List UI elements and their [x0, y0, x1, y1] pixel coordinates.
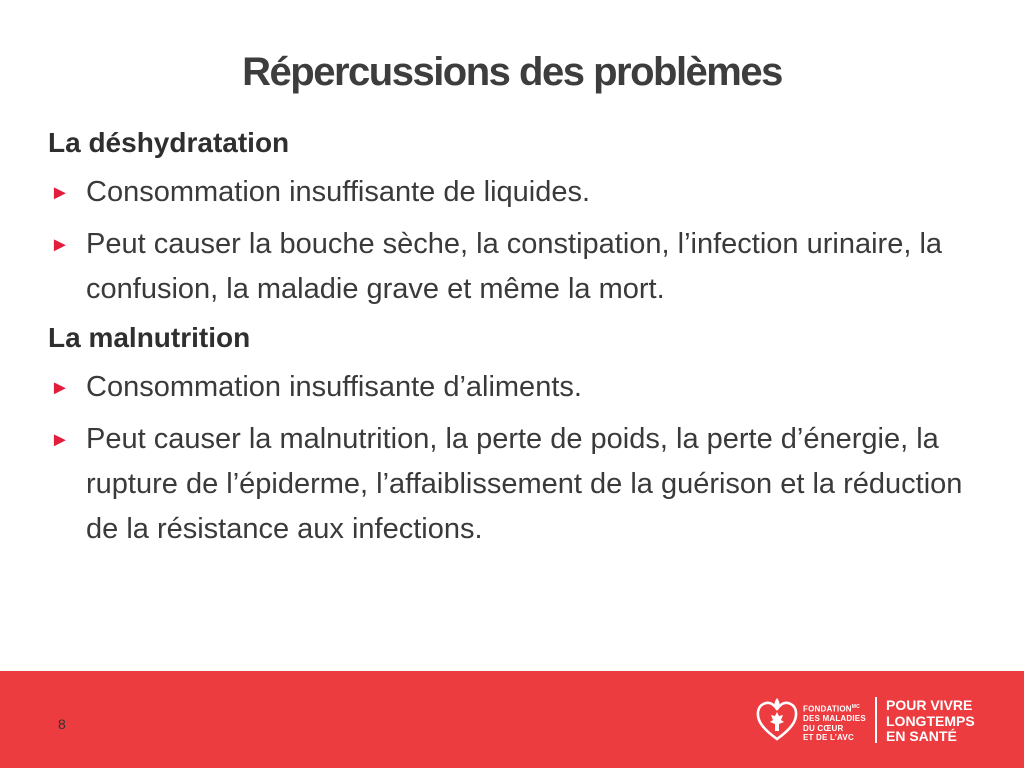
foundation-name	[803, 703, 866, 743]
slide-title: Répercussions des problèmes	[242, 50, 782, 94]
bullet-text: Consommation insuffisante de liquides.	[86, 176, 591, 208]
slide-content	[48, 124, 978, 559]
bullet-item	[48, 170, 978, 215]
section-heading-malnutrition: La malnutrition	[48, 322, 251, 353]
logo-divider	[875, 697, 877, 743]
tagline-line: LONGTEMPS	[886, 712, 975, 729]
bullet-text: Peut causer la bouche sèche, la constipation, l’infection urinaire, la confusion, la maladie grave et même la mort.	[86, 228, 943, 305]
bullet-item	[48, 222, 978, 312]
heart-and-stroke-logo	[755, 695, 1005, 747]
trademark-mark: MC	[851, 704, 860, 710]
bullet-arrow-icon: ►	[50, 182, 70, 204]
bullet-text: Consommation insuffisante d’aliments.	[86, 371, 582, 403]
tagline-line: POUR VIVRE	[886, 697, 973, 713]
bullet-text: Peut causer la malnutrition, la perte de poids, la perte d’énergie, la rupture de l’épiderme, l’affaiblissement de la guérison et la réduction de la résistance aux infections.	[86, 423, 963, 545]
foundation-line: ET DE L’AVC	[803, 733, 854, 743]
foundation-line: DES MALADIES	[803, 714, 866, 724]
bullet-item	[48, 417, 978, 552]
bullet-arrow-icon: ►	[50, 234, 70, 256]
bullet-arrow-icon: ►	[50, 429, 70, 451]
tagline-line: EN SANTÉ	[886, 728, 957, 744]
foundation-line: DU CŒUR	[803, 723, 844, 733]
bullet-item	[48, 365, 978, 410]
foundation-line: FONDATION	[803, 704, 852, 714]
footer-bar	[0, 671, 1024, 768]
section-heading-dehydration: La déshydratation	[48, 127, 290, 158]
heart-torch-icon	[755, 695, 799, 743]
bullet-arrow-icon: ►	[50, 377, 70, 399]
logo-tagline	[886, 698, 975, 745]
page-number: 8	[58, 716, 66, 732]
